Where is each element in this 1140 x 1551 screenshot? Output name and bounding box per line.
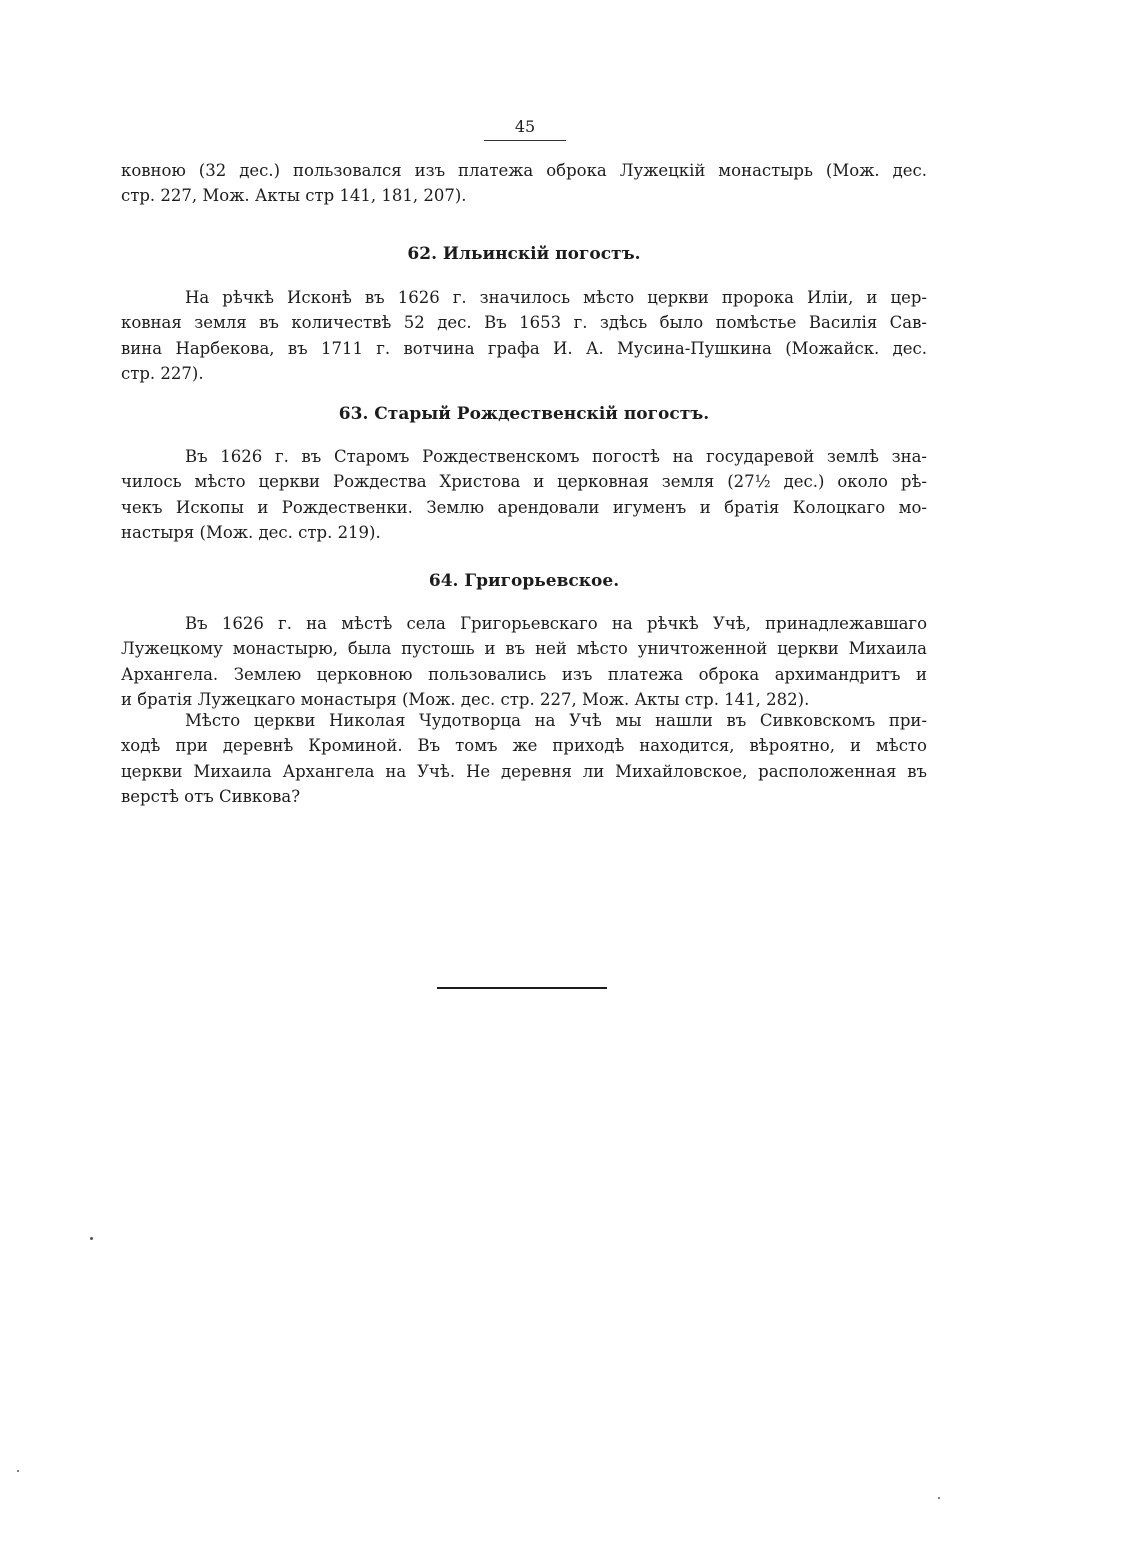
section-62-heading: 62. Ильинскій погостъ. <box>407 244 641 264</box>
section-64-paragraph-2 <box>121 708 927 810</box>
section-62-paragraph <box>121 285 927 387</box>
page-number: 45 <box>514 117 536 136</box>
text-line: Въ 1626 г. на мѣстѣ села Григорьевскаго на рѣчкѣ Учѣ, принадлежавшаго <box>185 614 927 633</box>
text-line: церкви Михаила Архангела на Учѣ. Не деревня ли Михайловское, расположенная въ <box>121 761 927 781</box>
text-line: ковною (32 дес.) пользовался изъ платежа оброка Лужецкій монастырь (Мож. дес. <box>121 161 927 180</box>
text-line: Лужецкому монастырю, была пустошь и въ ней мѣсто уничтоженной церкви Михаила <box>121 639 927 659</box>
text-line: верстѣ отъ Сивкова? <box>121 787 301 807</box>
page-number-rule <box>484 140 566 141</box>
scan-speck <box>17 1470 19 1472</box>
section-64-paragraph-1 <box>121 611 927 713</box>
end-rule <box>437 987 607 989</box>
scan-speck <box>90 1237 93 1240</box>
section-64-heading: 64. Григорьевское. <box>428 571 620 591</box>
text-line: Мѣсто церкви Николая Чудотворца на Учѣ мы нашли въ Сивковскомъ при- <box>185 711 927 730</box>
section-63-paragraph <box>121 444 927 546</box>
text-line: ковная земля въ количествѣ 52 дес. Въ 1653 г. здѣсь было помѣстье Василія Сав- <box>121 313 927 333</box>
section-63-heading: 63. Старый Рождественскій погостъ. <box>338 404 710 424</box>
scan-speck <box>938 1497 940 1499</box>
text-line: Въ 1626 г. въ Старомъ Рождественскомъ погостѣ на государевой землѣ зна- <box>185 447 927 466</box>
text-line: Архангела. Землею церковною пользовались изъ платежа оброка архимандритъ и <box>121 664 927 684</box>
text-line: чекъ Ископы и Рождественки. Землю арендовали игуменъ и братія Колоцкаго мо- <box>121 497 927 517</box>
text-line: стр. 227, Мож. Акты стр 141, 181, 207). <box>121 186 467 206</box>
text-line: стр. 227). <box>121 364 204 384</box>
text-line: и братія Лужецкаго монастыря (Мож. дес. стр. 227, Мож. Акты стр. 141, 282). <box>121 690 810 710</box>
text-line: настыря (Мож. дес. стр. 219). <box>121 523 381 543</box>
text-line: ходѣ при деревнѣ Кроминой. Въ томъ же приходѣ находится, вѣроятно, и мѣсто <box>121 736 927 756</box>
text-line: На рѣчкѣ Исконѣ въ 1626 г. значилось мѣсто церкви пророка Иліи, и цер- <box>185 288 927 307</box>
intro-paragraph <box>121 158 927 209</box>
text-line: чилось мѣсто церкви Рождества Христова и церковная земля (27½ дес.) около рѣ- <box>121 472 927 492</box>
text-line: вина Нарбекова, въ 1711 г. вотчина графа И. А. Мусина-Пушкина (Можайск. дес. <box>121 338 927 358</box>
